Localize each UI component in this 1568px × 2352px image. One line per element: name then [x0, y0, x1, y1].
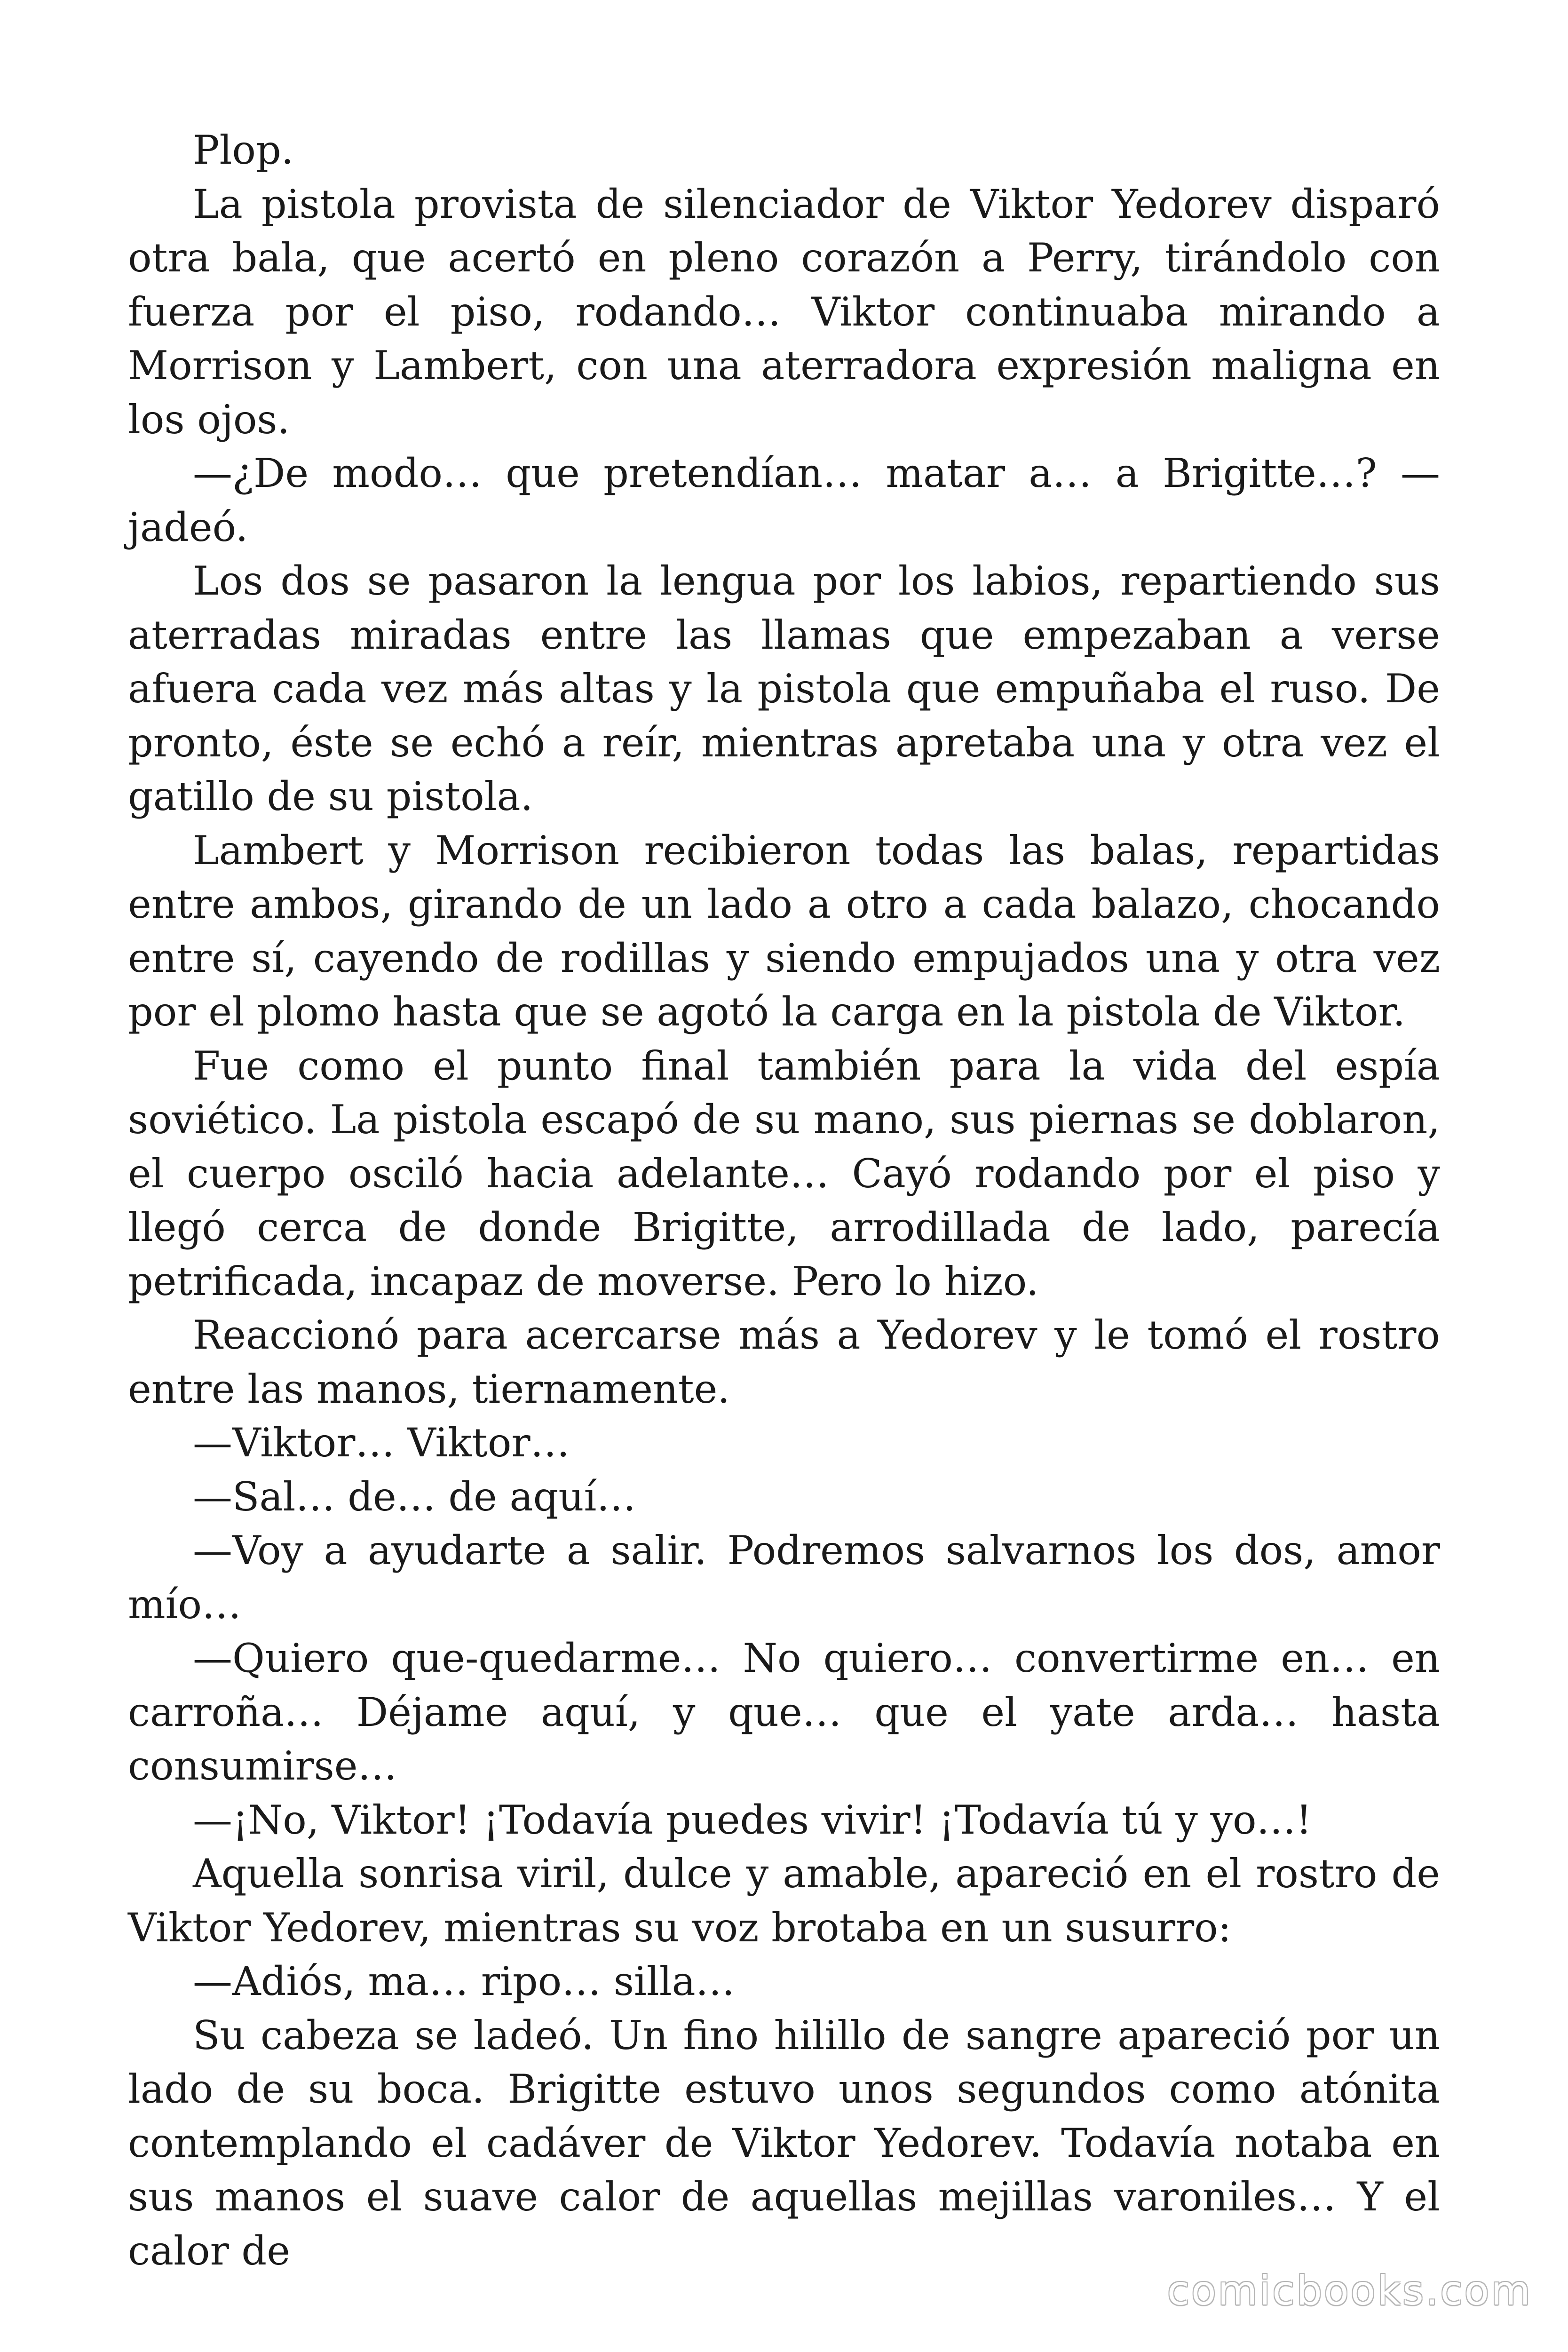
paragraph: —Quiero que-quedarme… No quiero… convertirme en… en carroña… Déjame aquí, y que… que el yate arda… hasta consumirse…	[128, 1635, 1440, 1789]
paragraph: Lambert y Morrison recibieron todas las balas, repartidas entre ambos, girando de un lado a otro a cada balazo, chocando entre sí, cayendo de rodillas y siendo empujados una y otra vez por el plomo hasta que se agotó la carga en la pistola de Viktor.	[128, 827, 1440, 1035]
paragraph: Su cabeza se ladeó. Un fino hilillo de sangre apareció por un lado de su boca. Brigitte estuvo unos segundos como atónita contemplando el cadáver de Viktor Yedorev. Todavía notaba en sus manos el suave calor de aquellas mejillas varoniles… Y el calor de	[128, 2012, 1440, 2274]
paragraph: —¿De modo… que pretendían… matar a… a Brigitte…? —jadeó.	[128, 450, 1440, 550]
paragraph: Reaccionó para acercarse más a Yedorev y le tomó el rostro entre las manos, tiernamente.	[128, 1312, 1440, 1412]
page-text	[128, 123, 1440, 2278]
paragraph: Plop.	[193, 127, 294, 173]
paragraph: —Voy a ayudarte a salir. Podremos salvarnos los dos, amor mío…	[128, 1527, 1440, 1628]
watermark: comicbooks.com	[1167, 2267, 1532, 2314]
paragraph: —Sal… de… de aquí…	[193, 1473, 636, 1520]
paragraph: —Viktor… Viktor…	[193, 1420, 570, 1466]
paragraph: Los dos se pasaron la lengua por los labios, repartiendo sus aterradas miradas entre las llamas que empezaban a verse afuera cada vez más altas y la pistola que empuñaba el ruso. De pronto, éste se echó a reír, mientras apretaba una y otra vez el gatillo de su pistola.	[128, 558, 1440, 819]
paragraph: —Adiós, ma… ripo… silla…	[193, 1958, 735, 2004]
paragraph: —¡No, Viktor! ¡Todavía puedes vivir! ¡Todavía tú y yo…!	[193, 1796, 1312, 1843]
paragraph: Aquella sonrisa viril, dulce y amable, apareció en el rostro de Viktor Yedorev, mientras su voz brotaba en un susurro:	[128, 1851, 1440, 1951]
paragraph: Fue como el punto final también para la vida del espía soviético. La pistola escapó de su mano, sus piernas se doblaron, el cuerpo osciló hacia adelante… Cayó rodando por el piso y llegó cerca de donde Brigitte, arrodillada de lado, parecía petrificada, incapaz de moverse. Pero lo hizo.	[128, 1042, 1440, 1304]
paragraph: La pistola provista de silenciador de Viktor Yedorev disparó otra bala, que acertó en pleno corazón a Perry, tirándolo con fuerza por el piso, rodando… Viktor continuaba mirando a Morrison y Lambert, con una aterradora expresión maligna en los ojos.	[128, 181, 1440, 443]
